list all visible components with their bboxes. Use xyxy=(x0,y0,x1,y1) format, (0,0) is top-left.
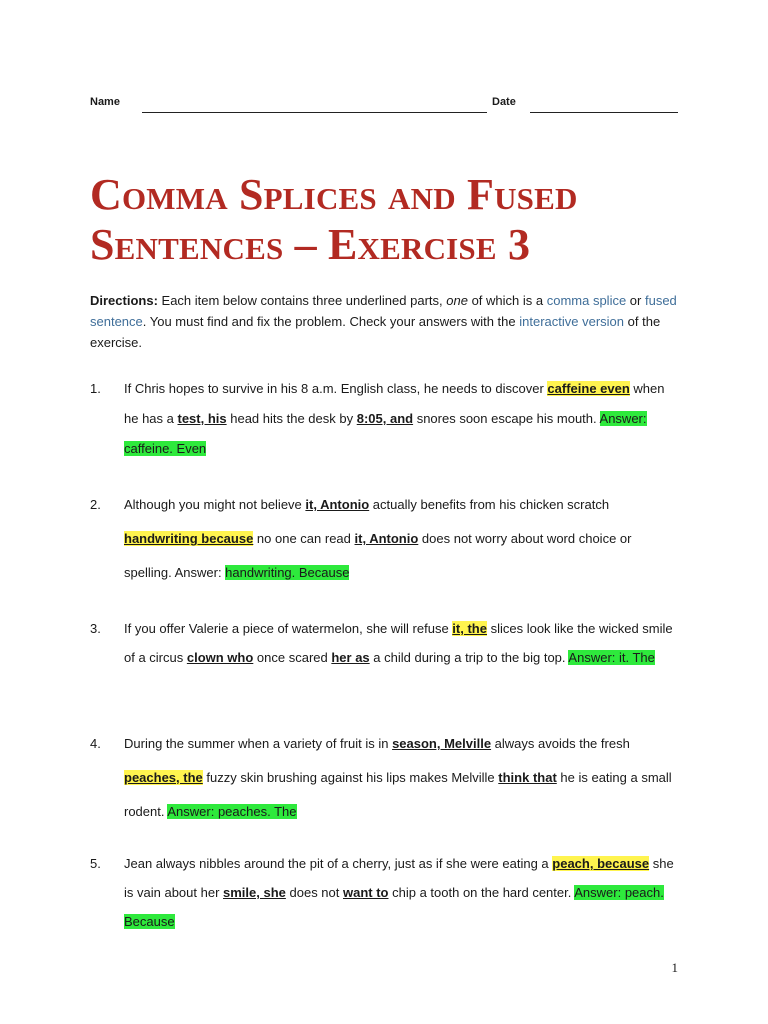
sentence-text: snores soon escape his mouth. xyxy=(413,411,600,426)
sentence-text: If you offer Valerie a piece of watermelon, she will refuse xyxy=(124,621,453,636)
sentence-text: he is eating a small rodent. xyxy=(124,770,672,819)
sentence-text: fuzzy skin brushing against his lips makes Melville xyxy=(202,770,499,785)
item-text xyxy=(124,849,680,936)
directions-text: . You must find and fix the problem. Check your answers with the xyxy=(142,314,520,329)
directions-emphasis: one xyxy=(446,293,468,308)
sentence-text: actually benefits from his chicken scratch xyxy=(369,497,610,512)
underlined-part-1: peach, because xyxy=(552,856,650,871)
underlined-part-3: think that xyxy=(498,770,557,785)
date-label: Date xyxy=(492,96,516,108)
sentence-text: always avoids the fresh xyxy=(491,736,630,751)
underlined-part-3: 8:05, and xyxy=(356,411,414,426)
page-number: 1 xyxy=(671,960,678,975)
sentence-text: when he has a xyxy=(124,381,665,426)
title-line-2: Sentences – Exercise 3 xyxy=(90,220,531,269)
directions xyxy=(90,290,680,353)
name-label: Name xyxy=(90,96,120,108)
underlined-part-3: want to xyxy=(343,885,389,900)
underlined-part-2: peaches, the xyxy=(124,770,203,785)
item-number: 5. xyxy=(90,856,101,871)
item-number: 3. xyxy=(90,621,101,636)
sentence-text: a child during a trip to the big top. xyxy=(369,650,569,665)
sentence-text: Although you might not believe xyxy=(124,497,306,512)
underlined-part-1: it, Antonio xyxy=(305,497,370,512)
underlined-part-2: smile, she xyxy=(223,885,286,900)
answer-highlight: Answer: peaches. The xyxy=(167,804,297,819)
underlined-part-2: test, his xyxy=(177,411,227,426)
underlined-part-1: caffeine even xyxy=(547,381,630,396)
answer-highlight: Answer: caffeine. Even xyxy=(124,411,647,456)
interactive-version-link[interactable]: interactive version xyxy=(519,314,625,329)
directions-text: of the exercise. xyxy=(90,314,661,350)
sentence-text: If Chris hopes to survive in his 8 a.m. English class, he needs to discover xyxy=(124,381,548,396)
directions-text: or xyxy=(626,293,645,308)
sentence-text: chip a tooth on the hard center. xyxy=(388,885,575,900)
item-text xyxy=(124,727,680,829)
item-number: 4. xyxy=(90,736,101,751)
sentence-text: slices look like the wicked smile of a circus xyxy=(124,621,673,665)
item-text xyxy=(124,374,680,464)
underlined-part-3: her as xyxy=(331,650,370,665)
title-line-1: Comma Splices and Fused xyxy=(90,170,578,219)
page-title xyxy=(90,170,690,270)
directions-text: of which is a xyxy=(467,293,547,308)
underlined-part-1: it, the xyxy=(452,621,487,636)
item-text xyxy=(124,614,680,672)
directions-label: Directions: xyxy=(90,293,158,308)
date-field-line[interactable] xyxy=(530,112,678,113)
answer-highlight: Answer: it. The xyxy=(568,650,655,665)
directions-text: Each item below contains three underlined parts, xyxy=(157,293,447,308)
item-text xyxy=(124,488,680,590)
name-field-line[interactable] xyxy=(142,112,487,113)
sentence-text: Jean always nibbles around the pit of a cherry, just as if she were eating a xyxy=(124,856,553,871)
underlined-part-2: clown who xyxy=(186,650,254,665)
sentence-text: does not worry about word choice or spelling. Answer: xyxy=(124,531,632,580)
answer-highlight: handwriting. Because xyxy=(225,565,350,580)
sentence-text: she is vain about her xyxy=(124,856,674,900)
sentence-text: does not xyxy=(285,885,343,900)
underlined-part-1: season, Melville xyxy=(392,736,492,751)
sentence-text: once scared xyxy=(253,650,332,665)
sentence-text: During the summer when a variety of fruit is in xyxy=(124,736,393,751)
answer-highlight: Answer: peach. Because xyxy=(124,885,664,929)
underlined-part-3: it, Antonio xyxy=(354,531,419,546)
sentence-text: no one can read xyxy=(253,531,355,546)
name-date-row xyxy=(90,96,678,116)
item-number: 1. xyxy=(90,381,101,396)
underlined-part-2: handwriting because xyxy=(124,531,254,546)
item-number: 2. xyxy=(90,497,101,512)
sentence-text: head hits the desk by xyxy=(226,411,357,426)
fused-sentence-link[interactable]: fused sentence xyxy=(90,293,677,329)
comma-splice-link[interactable]: comma splice xyxy=(546,293,627,308)
